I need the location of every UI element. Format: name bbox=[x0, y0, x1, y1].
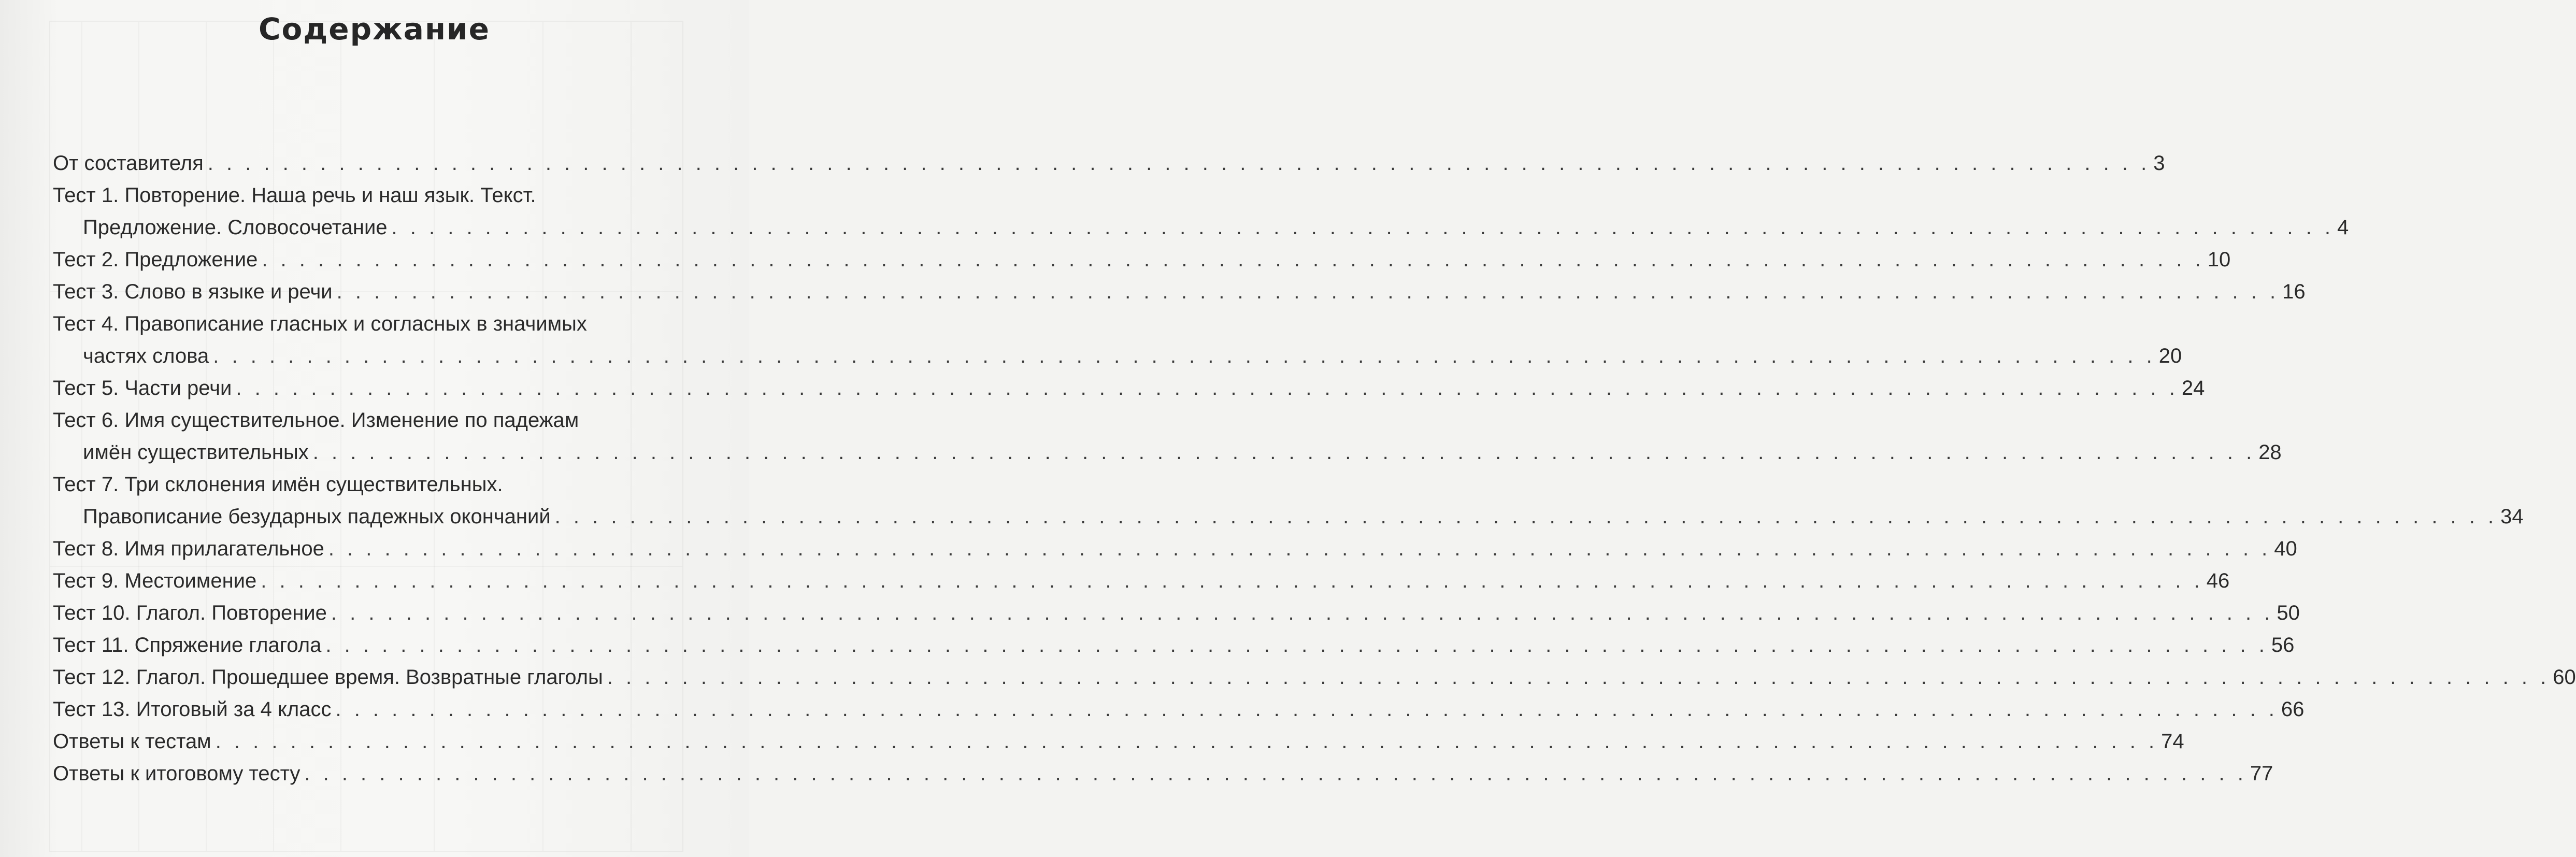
toc-entry bbox=[53, 372, 2205, 404]
toc-page-number: 50 bbox=[2277, 602, 2300, 624]
toc-page-number: 10 bbox=[2207, 248, 2231, 271]
toc-entry-title: От составителя bbox=[53, 152, 204, 175]
toc-line bbox=[53, 661, 2576, 693]
toc-page-number: 60 bbox=[2553, 666, 2576, 689]
dot-leader: . . . . . . . . . . . . . . . . . . . . . . . . . . . . . . . . . . . . . . . . . . . . . . . . . . . . . . . . . . . . . . . . . . . . . . . . . . . . . . . . . . . . . . . . . . . . . . . . . . . . . . . . bbox=[331, 602, 2274, 624]
toc-line bbox=[53, 533, 2297, 565]
toc-entry-title: Ответы к итоговому тесту bbox=[53, 762, 300, 785]
dot-leader: . . . . . . . . . . . . . . . . . . . . . . . . . . . . . . . . . . . . . . . . . . . . . . . . . . . . . . . . . . . . . . . . . . . . . . . . . . . . . . . . . . . . . . . . . . . . . . . . . . . . . . . . bbox=[312, 441, 2256, 464]
toc-entry bbox=[53, 758, 2273, 790]
dot-leader: . . . . . . . . . . . . . . . . . . . . . . . . . . . . . . . . . . . . . . . . . . . . . . . . . . . . . . . . . . . . . . . . . . . . . . . . . . . . . . . . . . . . . . . . . . . . . . . . . . . . . . . . bbox=[304, 762, 2247, 785]
toc-entry-title: Тест 7. Три склонения имён существительных. bbox=[53, 473, 503, 496]
toc-entry bbox=[53, 404, 2282, 468]
toc-entry-title: Тест 6. Имя существительное. Изменение по падежам bbox=[53, 409, 579, 432]
toc-page-number: 46 bbox=[2206, 569, 2230, 592]
toc-entry-title: Тест 11. Спряжение глагола bbox=[53, 634, 322, 656]
toc-line bbox=[53, 725, 2184, 758]
toc-entry-title: Тест 12. Глагол. Прошедшее время. Возвратные глаголы bbox=[53, 666, 603, 689]
toc-entry bbox=[53, 725, 2184, 758]
toc-entry-title: Тест 3. Слово в языке и речи bbox=[53, 280, 333, 303]
toc-entry bbox=[53, 308, 2182, 372]
dot-leader: . . . . . . . . . . . . . . . . . . . . . . . . . . . . . . . . . . . . . . . . . . . . . . . . . . . . . . . . . . . . . . . . . . . . . . . . . . . . . . . . . . . . . . . . . . . . . . . . . . . . . . . . bbox=[336, 280, 2280, 303]
toc-line bbox=[53, 436, 2282, 468]
toc-line bbox=[53, 758, 2273, 790]
toc-line bbox=[53, 179, 721, 211]
toc-entry-title: Тест 10. Глагол. Повторение bbox=[53, 602, 327, 624]
toc-entry bbox=[53, 597, 2300, 629]
toc-line bbox=[53, 276, 2306, 308]
toc-line bbox=[53, 308, 721, 340]
toc-page-number: 34 bbox=[2500, 505, 2524, 528]
toc-entry bbox=[53, 244, 2231, 276]
toc-page-number: 66 bbox=[2281, 698, 2305, 721]
table-of-contents bbox=[53, 147, 2576, 790]
dot-leader: . . . . . . . . . . . . . . . . . . . . . . . . . . . . . . . . . . . . . . . . . . . . . . . . . . . . . . . . . . . . . . . . . . . . . . . . . . . . . . . . . . . . . . . . . . . . . . . . . . . . . . . . bbox=[236, 377, 2179, 399]
toc-page-number: 28 bbox=[2258, 441, 2282, 464]
toc-entry bbox=[53, 629, 2295, 661]
dot-leader: . . . . . . . . . . . . . . . . . . . . . . . . . . . . . . . . . . . . . . . . . . . . . . . . . . . . . . . . . . . . . . . . . . . . . . . . . . . . . . . . . . . . . . . . . . . . . . . . . . . . . . . . bbox=[328, 537, 2271, 560]
toc-line bbox=[53, 597, 2300, 629]
toc-entry bbox=[53, 693, 2305, 725]
dot-leader: . . . . . . . . . . . . . . . . . . . . . . . . . . . . . . . . . . . . . . . . . . . . . . . . . . . . . . . . . . . . . . . . . . . . . . . . . . . . . . . . . . . . . . . . . . . . . . . . . . . . . . . . bbox=[213, 345, 2156, 367]
toc-page-number: 3 bbox=[2153, 152, 2165, 175]
toc-page-number: 16 bbox=[2282, 280, 2306, 303]
toc-line bbox=[53, 565, 2230, 597]
toc-entry-title: Предложение. Словосочетание bbox=[83, 216, 388, 239]
toc-entry-title: Ответы к тестам bbox=[53, 730, 211, 753]
toc-entry-title: Тест 1. Повторение. Наша речь и наш язык. Текст. bbox=[53, 184, 536, 207]
toc-entry-title: Тест 5. Части речи bbox=[53, 377, 232, 399]
toc-page-number: 74 bbox=[2161, 730, 2184, 753]
toc-page-number: 77 bbox=[2250, 762, 2273, 785]
dot-leader: . . . . . . . . . . . . . . . . . . . . . . . . . . . . . . . . . . . . . . . . . . . . . . . . . . . . . . . . . . . . . . . . . . . . . . . . . . . . . . . . . . . . . . . . . . . . . . . . . . . . . . . . bbox=[335, 698, 2278, 721]
toc-line bbox=[53, 372, 2205, 404]
toc-line bbox=[53, 468, 721, 501]
toc-page-number: 24 bbox=[2181, 377, 2205, 399]
toc-page-number: 56 bbox=[2271, 634, 2295, 656]
page-title: Содержание bbox=[258, 11, 490, 47]
toc-entry bbox=[53, 147, 2165, 179]
toc-line bbox=[53, 693, 2305, 725]
toc-line bbox=[53, 244, 2231, 276]
toc-page-number: 20 bbox=[2158, 345, 2182, 367]
toc-line bbox=[53, 501, 2524, 533]
toc-line bbox=[53, 340, 2182, 372]
dot-leader: . . . . . . . . . . . . . . . . . . . . . . . . . . . . . . . . . . . . . . . . . . . . . . . . . . . . . . . . . . . . . . . . . . . . . . . . . . . . . . . . . . . . . . . . . . . . . . . . . . . . . . . . bbox=[607, 666, 2550, 689]
dot-leader: . . . . . . . . . . . . . . . . . . . . . . . . . . . . . . . . . . . . . . . . . . . . . . . . . . . . . . . . . . . . . . . . . . . . . . . . . . . . . . . . . . . . . . . . . . . . . . . . . . . . . . . . bbox=[554, 505, 2498, 528]
toc-entry-title: Тест 8. Имя прилагательное bbox=[53, 537, 324, 560]
toc-entry-title: Тест 9. Местоимение bbox=[53, 569, 257, 592]
toc-entry-title: Правописание безударных падежных окончаний bbox=[83, 505, 551, 528]
toc-entry bbox=[53, 468, 2524, 533]
toc-line bbox=[53, 629, 2295, 661]
toc-page-number: 4 bbox=[2337, 216, 2349, 239]
dot-leader: . . . . . . . . . . . . . . . . . . . . . . . . . . . . . . . . . . . . . . . . . . . . . . . . . . . . . . . . . . . . . . . . . . . . . . . . . . . . . . . . . . . . . . . . . . . . . . . . . . . . . . . . bbox=[261, 569, 2203, 592]
toc-entry-title: Тест 13. Итоговый за 4 класс bbox=[53, 698, 332, 721]
dot-leader: . . . . . . . . . . . . . . . . . . . . . . . . . . . . . . . . . . . . . . . . . . . . . . . . . . . . . . . . . . . . . . . . . . . . . . . . . . . . . . . . . . . . . . . . . . . . . . . . . . . . . . . . bbox=[262, 248, 2205, 271]
toc-entry-title: частях слова bbox=[83, 345, 209, 367]
toc-line bbox=[53, 404, 721, 436]
toc-entry bbox=[53, 276, 2306, 308]
toc-line bbox=[53, 147, 2165, 179]
toc-entry-title: Тест 2. Предложение bbox=[53, 248, 258, 271]
dot-leader: . . . . . . . . . . . . . . . . . . . . . . . . . . . . . . . . . . . . . . . . . . . . . . . . . . . . . . . . . . . . . . . . . . . . . . . . . . . . . . . . . . . . . . . . . . . . . . . . . . . . . . . . bbox=[391, 216, 2334, 239]
toc-entry bbox=[53, 179, 2349, 244]
toc-entry-title: имён существительных bbox=[83, 441, 309, 464]
dot-leader: . . . . . . . . . . . . . . . . . . . . . . . . . . . . . . . . . . . . . . . . . . . . . . . . . . . . . . . . . . . . . . . . . . . . . . . . . . . . . . . . . . . . . . . . . . . . . . . . . . . . . . . . bbox=[207, 152, 2151, 175]
toc-entry bbox=[53, 533, 2297, 565]
toc-entry-title: Тест 4. Правописание гласных и согласных в значимых bbox=[53, 312, 587, 335]
dot-leader: . . . . . . . . . . . . . . . . . . . . . . . . . . . . . . . . . . . . . . . . . . . . . . . . . . . . . . . . . . . . . . . . . . . . . . . . . . . . . . . . . . . . . . . . . . . . . . . . . . . . . . . . bbox=[215, 730, 2158, 753]
toc-page-number: 40 bbox=[2274, 537, 2297, 560]
toc-entry bbox=[53, 565, 2230, 597]
toc-line bbox=[53, 211, 2349, 244]
dot-leader: . . . . . . . . . . . . . . . . . . . . . . . . . . . . . . . . . . . . . . . . . . . . . . . . . . . . . . . . . . . . . . . . . . . . . . . . . . . . . . . . . . . . . . . . . . . . . . . . . . . . . . . . bbox=[325, 634, 2268, 656]
toc-entry bbox=[53, 661, 2576, 693]
